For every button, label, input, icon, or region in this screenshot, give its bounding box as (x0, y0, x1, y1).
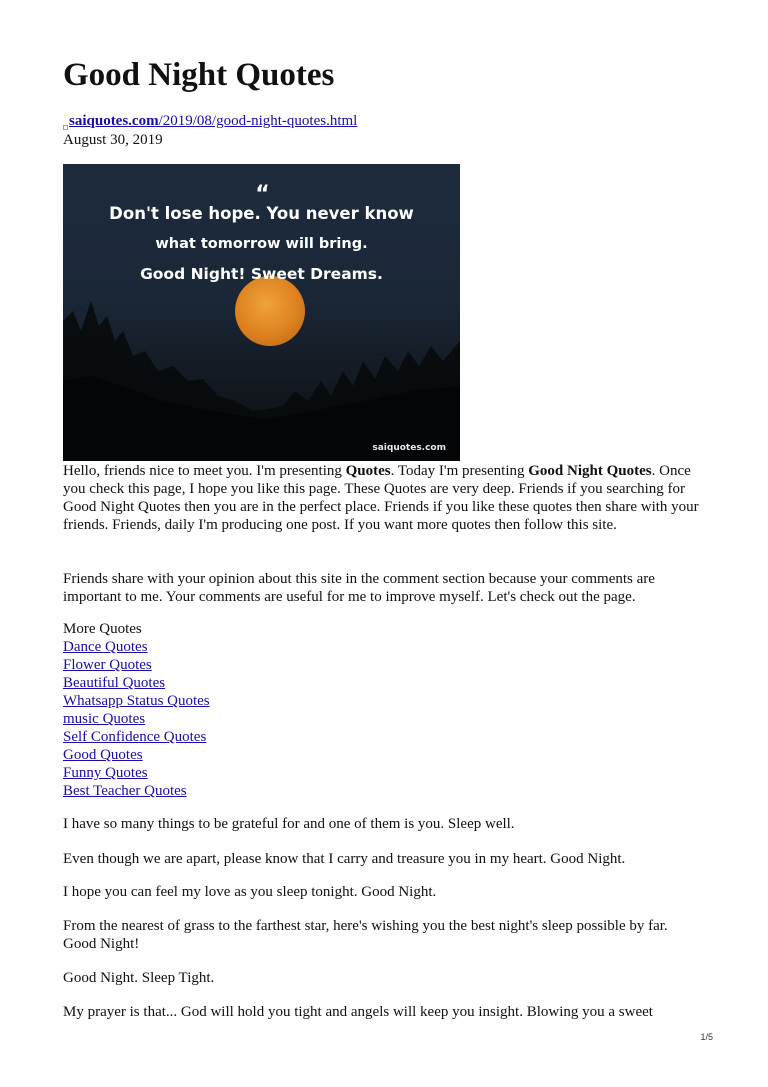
intro-paragraph (63, 462, 703, 534)
quote-paragraph: Good Night. Sleep Tight. (63, 970, 215, 986)
page-title: Good Night Quotes (63, 57, 335, 93)
link-best-teacher-quotes[interactable]: Best Teacher Quotes (63, 783, 187, 799)
quote-paragraph: Even though we are apart, please know that I carry and treasure you in my heart. Good Night. (63, 851, 626, 867)
link-music-quotes[interactable]: music Quotes (63, 711, 146, 727)
hero-image (63, 164, 460, 461)
quote-paragraph: I have so many things to be grateful for and one of them is you. Sleep well. (63, 816, 515, 832)
source-link[interactable] (69, 113, 357, 129)
quote-paragraph: I hope you can feel my love as you sleep tonight. Good Night. (63, 884, 437, 900)
link-beautiful-quotes[interactable]: Beautiful Quotes (63, 675, 166, 691)
intro-text-1: Hello, friends nice to meet you. I'm presenting (63, 463, 346, 479)
more-quotes-label: More Quotes (63, 621, 142, 637)
intro-bold-quotes: Quotes (345, 463, 391, 479)
quote-paragraph: From the nearest of grass to the farthest star, here's wishing you the best night's sleep possible by far. Good Night! (63, 918, 668, 952)
intro-bold-title: Good Night Quotes (528, 463, 652, 479)
link-self-confidence-quotes[interactable]: Self Confidence Quotes (63, 729, 207, 745)
quote-mark: “ (255, 182, 268, 207)
publish-date: August 30, 2019 (63, 132, 163, 148)
image-watermark: saiquotes.com (372, 443, 446, 453)
source-domain[interactable]: saiquotes.com (69, 113, 159, 129)
link-good-quotes[interactable]: Good Quotes (63, 747, 143, 763)
source-path[interactable]: /2019/08/good-night-quotes.html (158, 113, 358, 129)
image-quote-line-1: Don't lose hope. You never know (109, 204, 414, 223)
quote-paragraph: My prayer is that... God will hold you tight and angels will keep you insight. Blowing you a sweet (63, 1004, 653, 1020)
more-quotes-list (63, 620, 210, 800)
link-dance-quotes[interactable]: Dance Quotes (63, 639, 148, 655)
intro-text-3: . Once you check this page, I hope you like this page. These Quotes are very deep. Friends if you searching for Good Night Quotes then you are in the perfect place. Friends if you like these quotes then share with your friends. Friends, daily I'm producing one post. If you want more quotes then follow this site. (63, 463, 699, 533)
link-whatsapp-status-quotes[interactable]: Whatsapp Status Quotes (63, 693, 210, 709)
image-quote-line-3: Good Night! Sweet Dreams. (140, 265, 383, 283)
link-flower-quotes[interactable]: Flower Quotes (63, 657, 152, 673)
source-line (63, 112, 357, 130)
comment-paragraph: Friends share with your opinion about this site in the comment section because your comments are important to me. Your comments are useful for me to improve myself. Let's check out the page. (63, 571, 655, 605)
link-funny-quotes[interactable]: Funny Quotes (63, 765, 148, 781)
image-quote-line-2: what tomorrow will bring. (155, 236, 368, 252)
page-number: 1/5 (700, 1032, 713, 1042)
tree-silhouette (63, 261, 460, 461)
intro-text-2: . Today I'm presenting (390, 463, 529, 479)
favicon-icon (63, 125, 68, 130)
